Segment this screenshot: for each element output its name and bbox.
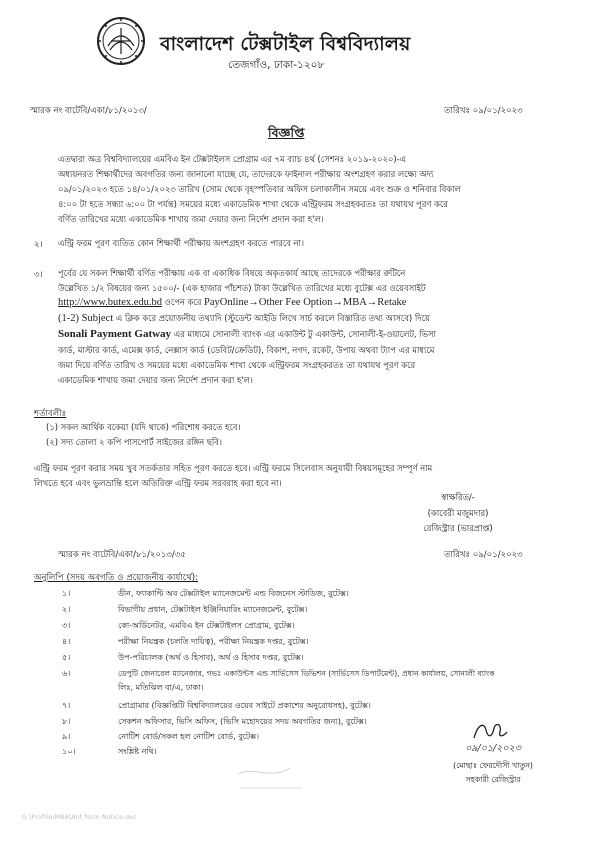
para1-line2: অধ্যয়নরত শিক্ষার্থীদের অবগতির জন্য জানানো যাচ্ছে যে, তাদেরকে ফাইনাল পরীক্ষায় অংশগ্রহণ করার লক্ষ্যে অদ্য bbox=[58, 169, 434, 179]
butex-website-link[interactable]: http://www.butex.edu.bd bbox=[58, 297, 163, 308]
condition-2: (২) সদ্য তোলা ২ কপি পাসপোর্ট সাইজের রঙ্গিন ছবি। bbox=[46, 437, 222, 447]
copy-text: বিভাগীয় প্রধান, টেক্সটাইল ইঞ্জিনিয়ারিং ম্যানেজমেন্ট, বুটেক্স। bbox=[118, 605, 308, 614]
copy-num: ৩। bbox=[62, 620, 71, 630]
assistant-registrar-name: (মোছাঃ ফেরদৌসী খাতুন) bbox=[453, 761, 533, 770]
copy-text-cont: লিঃ, মতিঝিল বা/এ, ঢাকা। bbox=[118, 683, 204, 692]
item3-line3-mid: ওপেন করে bbox=[162, 297, 205, 307]
signed-label: স্বাক্ষরিত/- bbox=[441, 492, 475, 502]
item3-line7: জমা দিয়ে বর্ণিত তারিখ ও সময়ের মধ্যে একাডেমিক শাখা থেকে এন্ট্রিফরম সংগ্রহকরতঃ তা যথাযথ পূরণ করে bbox=[58, 360, 416, 370]
item3-line1: পূর্বের যে সকল শিক্ষার্থী বর্ণিত পরীক্ষায় এক বা একাধিক বিষয়ে অকৃতকার্য আছে তাদেরকে পরীক্ষার রুটিনে bbox=[58, 268, 406, 278]
memo-number: স্মারক নং বাটেবি/একা/৮১/২০১৩/ bbox=[30, 106, 147, 116]
copy-text: সংশ্লিষ্ট নথি। bbox=[118, 747, 157, 756]
sonali-payment-gateway: Sonali Payment Gatway bbox=[58, 328, 172, 340]
copy-text: নোটিশ বোর্ড/সকল হল নোটিশ বোর্ড, বুটেক্স। bbox=[118, 732, 259, 741]
warning-line1: এন্ট্রি ফরম পূরণ করার সময় খুব সতর্কতার সহিত পূরণ করতে হবে। এন্ট্রি ফরমে সিলেবাস অনুযায়ী বিষয়সমূহের সম্পূর্ণ নাম bbox=[34, 463, 433, 473]
university-name: বাংলাদেশ টেক্সটাইল বিশ্ববিদ্যালয় bbox=[160, 33, 411, 55]
assistant-registrar-designation: সহকারী রেজিস্ট্রার bbox=[465, 775, 521, 784]
retake-subject: (1-2) Subject bbox=[58, 313, 114, 324]
copy-text: উপ-পরিচালক (অর্থ ও হিসাব), অর্থ ও হিসাব দপ্তর, বুটেক্স। bbox=[118, 653, 304, 662]
copies-heading: অনুলিপি (সদয় অবগতি ও প্রয়োজনীয় কার্যার্থে): bbox=[34, 573, 199, 583]
item3-line4 bbox=[58, 311, 430, 326]
copy-num: ৭। bbox=[62, 700, 71, 710]
item3-line4-rest: এ ক্লিক করে প্রয়োজনীয় তথ্যাদি (স্টুডেন্ট আইডি লিখে সার্চ করলে বিস্তারিত তথ্য আসবে) দিয়ে bbox=[113, 313, 430, 323]
para1-line4: ৪:০০ টা হতে সন্ধ্যা ৬:০০ টা পর্যন্ত) সময়ের মধ্যে একাডেমিক শাখা থেকে এন্ট্রিফরম সংগ্রহকরতঃ তা যথাযথ পূরণ করে bbox=[58, 199, 448, 209]
payment-path: PayOnline→Other Fee Option→MBA→Retake bbox=[204, 297, 407, 308]
registrar-designation: রেজিস্ট্রার (ভারপ্রাপ্ত) bbox=[423, 523, 493, 533]
copy-text: ডীন, ফ্যাকাল্টি অব টেক্সটাইল ম্যানেজমেন্ট এন্ড বিজনেস স্টাডিজ, বুটেক্স। bbox=[118, 589, 349, 598]
para1-line5: বর্ণিত তারিখের মধ্যে একাডেমিক শাখায় জমা দেয়ার জন্য নির্দেশ প্রদান করা হ'ল। bbox=[58, 214, 324, 224]
registrar-name: (কাবেরী মজুমদার) bbox=[427, 508, 489, 518]
notice-title: বিজ্ঞপ্তি bbox=[268, 125, 305, 140]
memo-number-2: স্মারক নং বাটেবি/একা/৮১/২০১৩/৩৫ bbox=[58, 550, 186, 560]
memo-date: তারিখঃ ০৯/০১/২০২৩ bbox=[444, 106, 523, 116]
university-seal-icon bbox=[96, 16, 146, 66]
copy-text: কো-অর্ডিনেটর, এমবিএ ইন টেক্সটাইলস প্রোগ্রাম, বুটেক্স। bbox=[118, 621, 295, 630]
item2-number: ২। bbox=[34, 240, 43, 250]
item2-text: এন্ট্রি ফরম পূরণ ব্যতিত কোন শিক্ষার্থী পরীক্ষায় অংশগ্রহণ করতে পারবে না। bbox=[58, 238, 304, 248]
university-address: তেজগাঁও, ঢাকা-১২০৮ bbox=[228, 59, 325, 71]
condition-1: (১) সকল আর্থিক বকেয়া (যদি থাকে) পরিশোধ করতে হবে। bbox=[46, 422, 241, 432]
item3-number: ৩। bbox=[34, 270, 43, 280]
handwritten-date: ০৯/০১/২০২৩ bbox=[465, 743, 521, 754]
copy-num: ৬। bbox=[62, 668, 71, 678]
item3-line5-rest: এর মাধ্যমে সোনালী ব্যাংক এর একাউন্ট টু একাউন্ট, সোনালী-ই-ওয়ালেট, ভিসা bbox=[171, 329, 436, 339]
item3-line8: একাডেমিক শাখায় জমা দেয়ার জন্য নির্দেশ প্রদান করা হ'ল। bbox=[58, 375, 253, 385]
item3-line6: কার্ড, মাস্টার কার্ড, এমেক্স কার্ড, নেক্সাস কার্ড (ডেবিট/ক্রেডিট), বিকাশ, নগদ, রকেট, উপায় অথবা ট্যাপ এর মাধ্যমে bbox=[58, 345, 435, 355]
copy-text: প্রোগ্রামার (বিজ্ঞপ্তিটি বিশ্ববিদ্যালয়ের ওয়েব সাইটে প্রকাশের অনুরোধসহ), বুটেক্স। bbox=[118, 701, 371, 710]
item3-line3 bbox=[58, 295, 406, 310]
copy-text: সেকশন অফিসার, ভিসি অফিস, (ভিসি মহোদয়ের সদয় অবগতির জন্য), বুটেক্স। bbox=[118, 717, 367, 726]
handwritten-signature bbox=[470, 718, 510, 744]
copy-num: ১। bbox=[62, 588, 71, 598]
copy-num: ৪। bbox=[62, 636, 71, 646]
copy-num: ৫। bbox=[62, 652, 71, 662]
copy-text: ডেপুটি জেনারেল ম্যানেজার, গভঃ একাউন্টস এন্ড সার্ভিসেস ডিভিশন (সার্ভিসেস ডিপার্টমেন্ট), প্রধান কার্যালয়, সোনালী ব্যাংক bbox=[118, 669, 495, 678]
copy-num: ৯। bbox=[62, 731, 71, 741]
copy-num: ২। bbox=[62, 604, 71, 614]
copy-num: ৮। bbox=[62, 716, 71, 726]
warning-line2: লিখতে হবে এবং ভুলভ্রান্তি হলে অতিরিক্ত এন্ট্রি ফরম সরবরাহ করা হবে না। bbox=[34, 478, 282, 488]
conditions-heading: শর্তাবলীঃ bbox=[34, 409, 67, 419]
item3-line5 bbox=[58, 327, 436, 341]
faded-stamp-icon bbox=[232, 760, 312, 800]
copy-text: পরীক্ষা নিয়ন্ত্রক (চলতি দায়িত্ব), পরীক্ষা নিয়ন্ত্রক দপ্তর, বুটেক্স। bbox=[118, 637, 309, 646]
para1-line1: এতদ্বারা অত্র বিশ্ববিদ্যালয়ের এমবিএ ইন টেক্সটাইলস প্রোগ্রাম এর ৭ম ব্যাচ ৪র্থ (সেশনঃ ২০১৯-২০২০)-এ bbox=[58, 154, 407, 164]
memo-date-2: তারিখঃ ০৯/০১/২০২৩ bbox=[444, 550, 523, 560]
para1-line3: ০৯/০১/২০২৩ হতে ১৪/০১/২০২৩ তারিখ (সোম থেকে বৃহস্পতিবার অফিস চলাকালীন সময়ে এবং শুক্র ও শনিবার বিকাল bbox=[58, 184, 461, 194]
item3-line2: উল্লেখিত ১/২ বিষয়ের জন্য ১৫০০/- (এক হাজার পাঁচশত) টাকা উল্লেখিত তারিখের মধ্যে বুটেক্স এর ওয়েবসাইট bbox=[58, 283, 426, 293]
copy-num: ১০। bbox=[62, 746, 76, 756]
footer-file-path: G:\Profile\MBA\Ant form Notice.doc bbox=[22, 814, 137, 821]
